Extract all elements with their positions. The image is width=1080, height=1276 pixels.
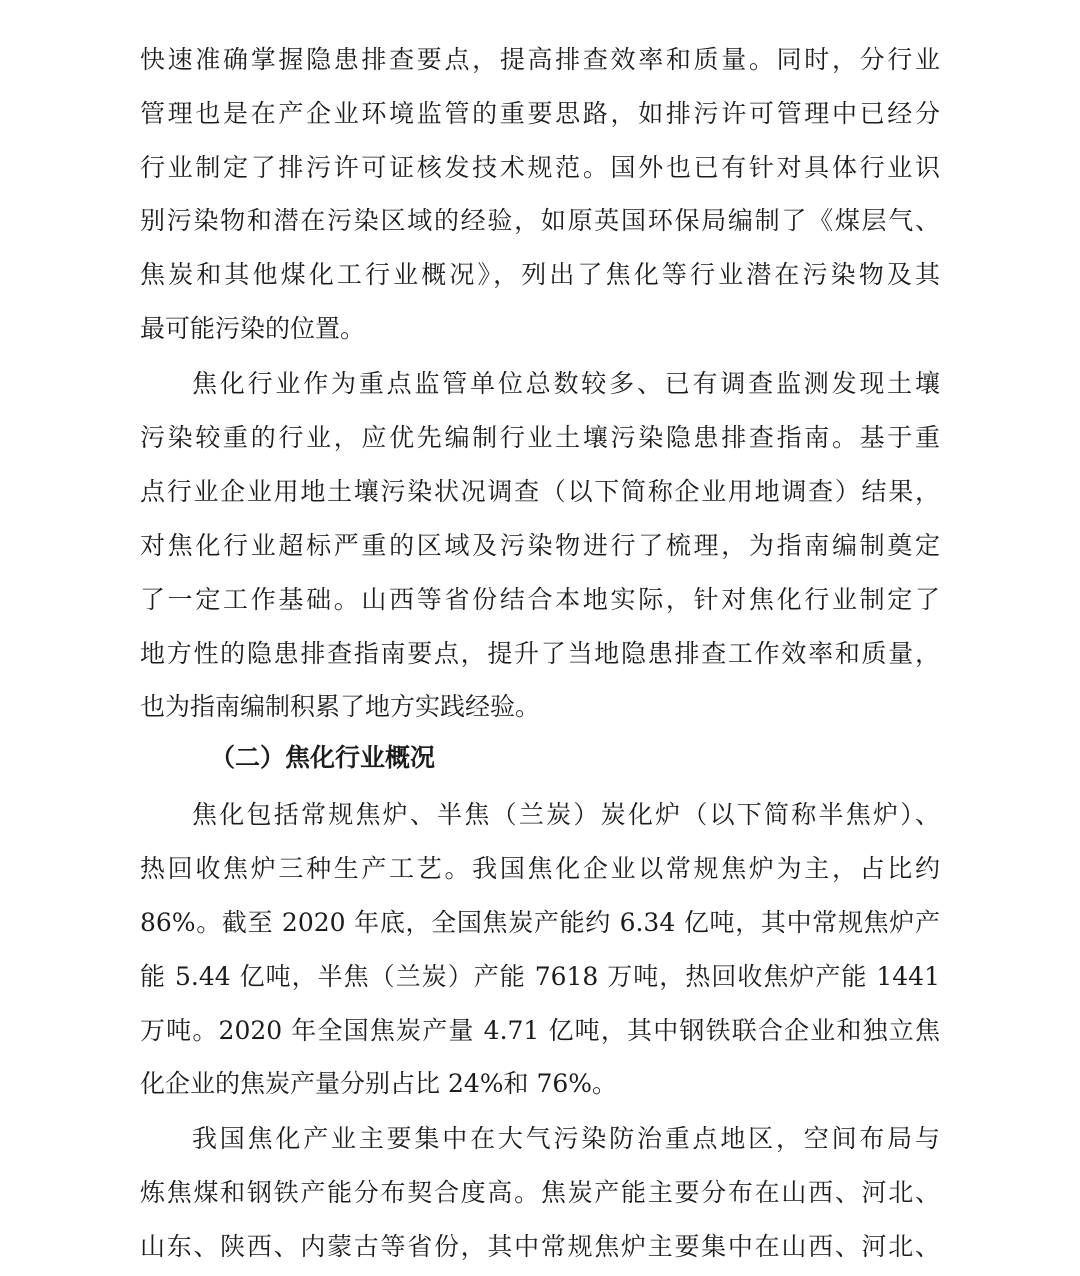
- text-line: 山东、陕西、内蒙古等省份，其中常规焦炉主要集中在山西、河北、: [140, 1232, 940, 1261]
- text-line: 炼焦煤和钢铁产能分布契合度高。焦炭产能主要分布在山西、河北、: [140, 1178, 940, 1207]
- text-line: 最可能污染的位置。: [140, 314, 366, 343]
- text-line: 别污染物和潜在污染区域的经验，如原英国环保局编制了《煤层气、: [140, 206, 940, 235]
- text-line: 万吨。2020 年全国焦炭产量 4.71 亿吨，其中钢铁联合企业和独立焦: [140, 1016, 940, 1045]
- section-heading: （二）焦化行业概况: [210, 743, 436, 772]
- text-line: 焦炭和其他煤化工行业概况》，列出了焦化等行业潜在污染物及其: [140, 260, 940, 289]
- text-line: 管理也是在产企业环境监管的重要思路，如排污许可管理中已经分: [140, 99, 940, 128]
- text-line: 快速准确掌握隐患排查要点，提高排查效率和质量。同时，分行业: [140, 45, 940, 74]
- text-line: 焦化行业作为重点监管单位总数较多、已有调查监测发现土壤: [192, 369, 940, 398]
- text-line: 也为指南编制积累了地方实践经验。: [140, 692, 541, 721]
- text-line: 我国焦化产业主要集中在大气污染防治重点地区，空间布局与: [192, 1124, 940, 1153]
- text-line: 点行业企业用地土壤污染状况调查（以下简称企业用地调查）结果，: [140, 477, 940, 506]
- text-line: 化企业的焦炭产量分别占比 24%和 76%。: [140, 1069, 618, 1098]
- text-line: 焦化包括常规焦炉、半焦（兰炭）炭化炉（以下简称半焦炉）、: [192, 800, 940, 829]
- text-line: 污染较重的行业，应优先编制行业土壤污染隐患排查指南。基于重: [140, 423, 940, 452]
- text-line: 86%。截至 2020 年底，全国焦炭产能约 6.34 亿吨，其中常规焦炉产: [140, 908, 940, 937]
- text-line: 热回收焦炉三种生产工艺。我国焦化企业以常规焦炉为主，占比约: [140, 854, 940, 883]
- text-line: 了一定工作基础。山西等省份结合本地实际，针对焦化行业制定了: [140, 585, 940, 614]
- text-line: 能 5.44 亿吨，半焦（兰炭）产能 7618 万吨，热回收焦炉产能 1441: [140, 962, 940, 991]
- text-line: 地方性的隐患排查指南要点，提升了当地隐患排查工作效率和质量，: [140, 639, 940, 668]
- text-line: 对焦化行业超标严重的区域及污染物进行了梳理，为指南编制奠定: [140, 531, 940, 560]
- text-line: 行业制定了排污许可证核发技术规范。国外也已有针对具体行业识: [140, 153, 940, 182]
